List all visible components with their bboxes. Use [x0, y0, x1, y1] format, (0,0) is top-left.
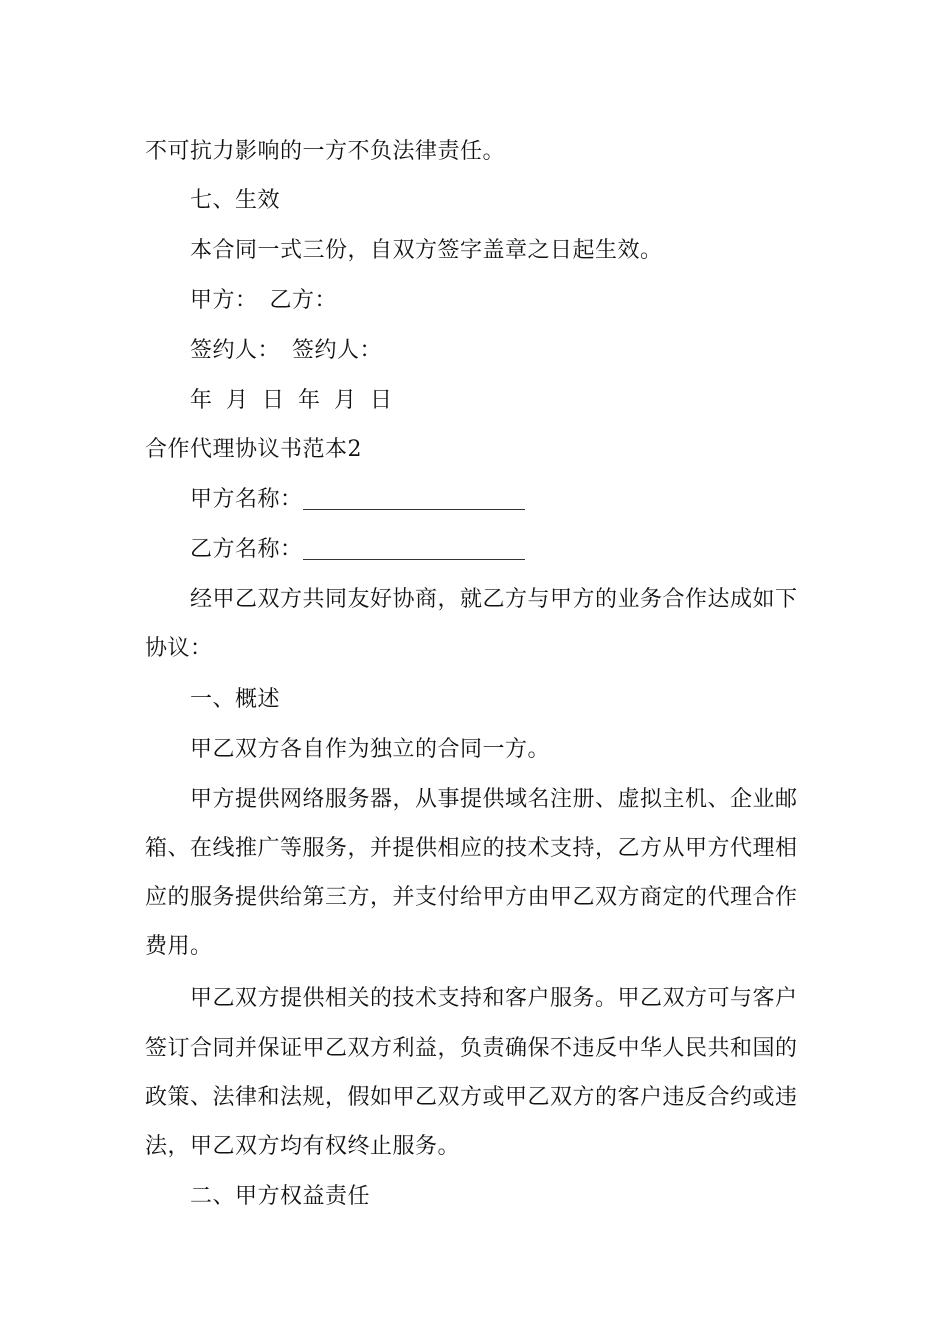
party-a-label: 甲方： — [190, 288, 258, 313]
text-line: 甲方提供网络服务器，从事提供域名注册、虚拟主机、企业邮 — [190, 787, 798, 812]
signatory-b-label: 签约人： — [292, 338, 383, 363]
signatory-a-label: 签约人： — [190, 338, 281, 363]
text-line: 应的服务提供给第三方，并支付给甲方由甲乙双方商定的代理合作 — [145, 885, 798, 910]
party-b-label: 乙方： — [269, 288, 338, 313]
signature-party-row — [190, 286, 810, 316]
section-heading: 七、生效 — [190, 188, 281, 213]
text-line: 不可抗力影响的一方不负法律责任。 — [145, 139, 506, 164]
text-line: 本合同一式三份，自双方签字盖章之日起生效。 — [190, 238, 663, 263]
text-line: 甲乙双方提供相关的技术支持和客户服务。甲乙双方可与客户 — [190, 986, 798, 1011]
party-b-name-label: 乙方名称： — [190, 537, 303, 562]
party-b-name-row — [190, 535, 810, 565]
text-line: 法，甲乙双方均有权终止服务。 — [145, 1134, 461, 1159]
section-heading: 一、概述 — [190, 687, 281, 712]
signatory-row — [190, 336, 810, 366]
text-line: 协议： — [145, 636, 213, 661]
party-b-name-blank — [303, 537, 525, 560]
text-line: 政策、法律和法规，假如甲乙双方或甲乙双方的客户违反合约或违 — [145, 1085, 798, 1110]
document-title: 合作代理协议书范本2 — [145, 437, 362, 462]
date-row: 年 月 日 年 月 日 — [190, 388, 393, 413]
text-line: 签订合同并保证甲乙双方利益，负责确保不违反中华人民共和国的 — [145, 1036, 798, 1061]
section-heading: 二、甲方权益责任 — [190, 1184, 371, 1209]
text-line: 箱、在线推广等服务，并提供相应的技术支持，乙方从甲方代理相 — [145, 836, 798, 861]
party-a-name-label: 甲方名称： — [190, 487, 303, 512]
party-a-name-blank — [303, 487, 525, 510]
text-line: 甲乙双方各自作为独立的合同一方。 — [190, 737, 551, 762]
text-line: 费用。 — [145, 934, 213, 959]
party-a-name-row — [190, 485, 810, 515]
text-line: 经甲乙双方共同友好协商，就乙方与甲方的业务合作达成如下 — [190, 587, 798, 612]
